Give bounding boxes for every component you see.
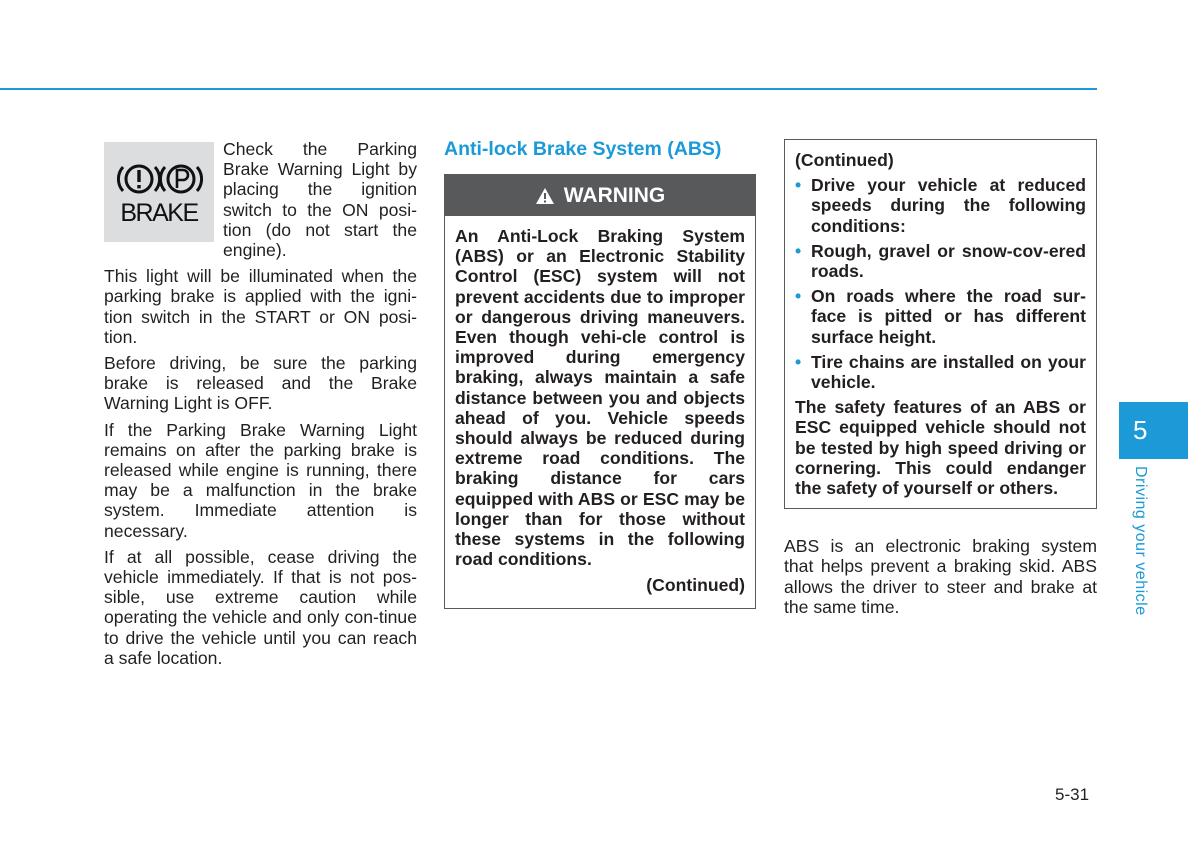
warning-body [445, 216, 755, 608]
paragraph-illuminated: This light will be illuminated when the parking brake is applied with the igni-tion switch in the START or ON posi-tion. [104, 266, 417, 347]
list-item-text: Drive your vehicle at reduced speeds during the following conditions: [811, 175, 1086, 236]
paragraph-malfunction: If the Parking Brake Warning Light remains on after the parking brake is released while engine is running, there may be a malfunction in the brake system. Immediate attention is necessary. [104, 419, 417, 541]
paragraph-before-driving: Before driving, be sure the parking brake is released and the Brake Warning Light is OFF. [104, 353, 417, 414]
header-rule [0, 88, 1097, 90]
list-item-text: Rough, gravel or snow-cov-ered roads. [811, 240, 1086, 282]
list-item-text: Tire chains are installed on your vehicle. [811, 351, 1086, 393]
bullet-icon: • [795, 351, 802, 372]
continued-heading: (Continued) [795, 150, 894, 170]
column-continued [784, 139, 1097, 617]
abs-description: ABS is an electronic braking system that helps prevent a braking skid. ABS allows the driver to steer and brake at the same time. [784, 536, 1097, 617]
safety-note: The safety features of an ABS or ESC equipped vehicle should not be tested by high speed driving or cornering. This could endanger the safety of yourself or others. [795, 397, 1086, 499]
warning-box [444, 174, 756, 609]
warning-header [445, 175, 755, 216]
column-parking-brake [104, 139, 417, 674]
warning-triangle-icon [535, 187, 555, 205]
page-number: 5-31 [1055, 785, 1090, 804]
list-item-text: On roads where the road sur-face is pitted or has different surface height. [811, 286, 1086, 347]
list-item [795, 175, 1086, 236]
list-item [795, 241, 1086, 281]
column-abs [444, 137, 756, 609]
chapter-number: 5 [1133, 415, 1148, 445]
continued-label: (Continued) [646, 575, 745, 596]
brake-symbols-icon [115, 158, 203, 198]
icon-description: Check the Parking Brake Warning Light by placing the ignition switch to the ON posi-tion (do not start the engine). [223, 139, 417, 261]
warning-text: An Anti-Lock Braking System (ABS) or an Electronic Stability Control (ESC) system will not prevent accidents due to improper or dangerous driving maneuvers. Even though vehi-cle control is improved during emergency braking, always maintain a safe distance between you and objects ahead of you. Vehicle speeds should always be reduced during extreme road conditions. The braking distance for cars equipped with ABS or ESC may be longer than for those without these systems in the following road conditions. [455, 226, 745, 570]
warning-title: WARNING [563, 183, 666, 207]
paragraph-cease-driving: If at all possible, cease driving the vehicle immediately. If that is not pos-sible, use extreme caution while operating the vehicle and only con-tinue to drive the vehicle until you can reach a safe location. [104, 546, 417, 668]
continued-warning-box [784, 139, 1097, 509]
list-item [795, 286, 1086, 347]
bullet-icon: • [795, 286, 802, 307]
brake-warning-light-icon [104, 142, 214, 242]
bullet-icon: • [795, 175, 802, 196]
bullet-icon: • [795, 240, 802, 261]
list-item [795, 352, 1086, 392]
brake-warning-row [104, 139, 417, 260]
chapter-title: Driving your vehicle [1132, 466, 1149, 616]
brake-word: BRAKE [120, 199, 198, 227]
section-heading: Anti-lock Brake System (ABS) [444, 138, 722, 160]
chapter-tab [1119, 402, 1188, 459]
